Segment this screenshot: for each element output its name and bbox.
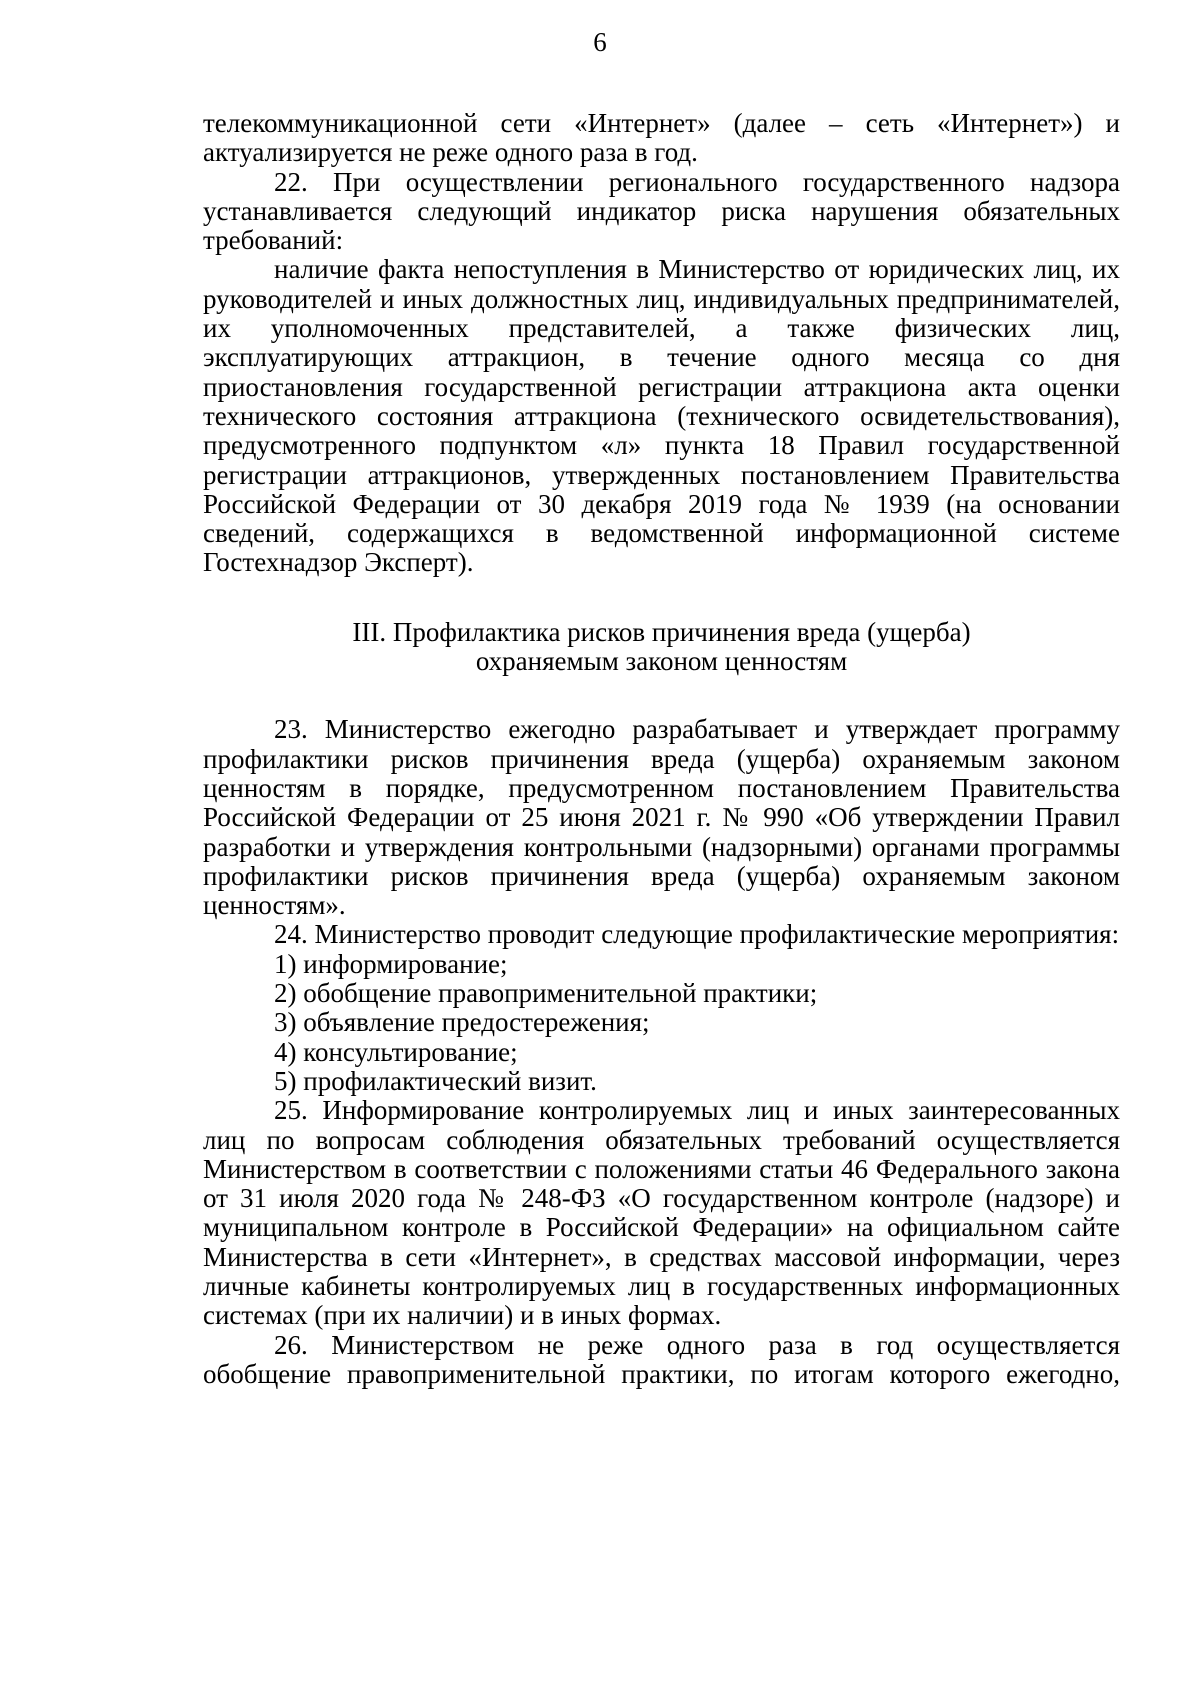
paragraph-22: 22. При осуществлении регионального государственного надзора устанавливается следующий индикатор риска нарушения обязательных требований: (203, 166, 1120, 256)
section-heading (203, 618, 1120, 677)
list-item: 3) объявление предостережения; (274, 1007, 650, 1038)
paragraph-23: 23. Министерство ежегодно разрабатывает и утверждает программу профилактики рисков причинения вреда (ущерба) охраняемым законом ценностям в порядке, предусмотренном постановлением Правительства Российской Федерации от 25 июня 2021 г. № 990 «Об утверждении Правил разработки и утверждения контрольными (надзорными) органами программы профилактики рисков причинения вреда (ущерба) охраняемым законом ценностям». (203, 714, 1120, 921)
paragraph-25: 25. Информирование контролируемых лиц и иных заинтересованных лиц по вопросам соблюдения обязательных требований осуществляется Министерством в соответствии с положениями статьи 46 Федерального закона от 31 июля 2020 года № 248-ФЗ «О государственном контроле (надзоре) и муниципальном контроле в Российской Федерации» на официальном сайте Министерства в сети «Интернет», в средствах массовой информации, через личные кабинеты контролируемых лиц в государственных информационных системах (при их наличии) и в иных формах. (203, 1095, 1120, 1331)
list-item: 5) профилактический визит. (274, 1065, 597, 1096)
paragraph-24: 24. Министерство проводит следующие профилактические мероприятия: (274, 919, 1120, 950)
paragraph-22-indicator: наличие факта непоступления в Министерство от юридических лиц, их руководителей и иных должностных лиц, индивидуальных предпринимателей, их уполномоченных представителей, а также физических лиц, эксплуатирующих аттракцион, в течение одного месяца со дня приостановления государственной регистрации аттракциона акта оценки технического состояния аттракциона (технического освидетельствования), предусмотренного подпунктом «л» пункта 18 Правил государственной регистрации аттракционов, утвержденных постановлением Правительства Российской Федерации от 30 декабря 2019 года № 1939 (на основании сведений, содержащихся в ведомственной информационной системе Гостехнадзор Эксперт). (203, 254, 1120, 578)
measures-list (203, 950, 1120, 1096)
page-number: 6 (593, 27, 607, 57)
paragraph-continuation: телекоммуникационной сети «Интернет» (далее – сеть «Интернет») и актуализируется не реже одного раза в год. (203, 108, 1120, 168)
document-body (203, 109, 1120, 1389)
section-heading-line-2: охраняемым законом ценностям (475, 646, 848, 677)
list-item: 2) обобщение правоприменительной практики; (274, 978, 818, 1009)
list-item: 1) информирование; (274, 948, 508, 979)
list-item: 4) консультирование; (274, 1036, 518, 1067)
paragraph-26: 26. Министерством не реже одного раза в год осуществляется обобщение правоприменительной практики, по итогам которого ежегодно, (203, 1329, 1120, 1389)
section-heading-line-1: III. Профилактика рисков причинения вреда (ущерба) (352, 616, 971, 647)
